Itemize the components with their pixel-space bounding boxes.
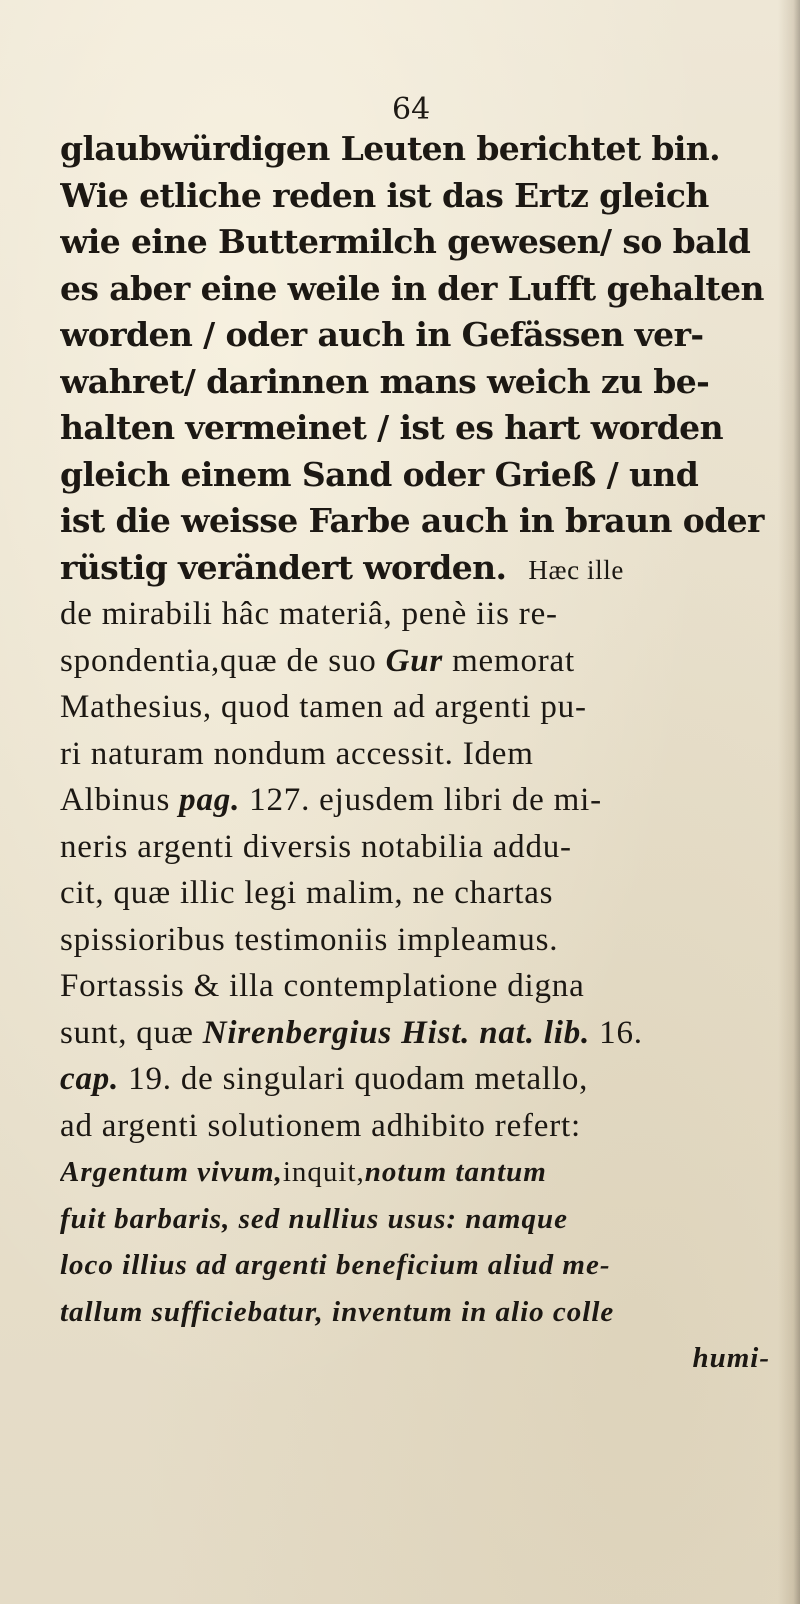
catchword: humi- bbox=[692, 1342, 770, 1374]
text-line: Mathesius, quod tamen ad argenti pu- bbox=[60, 689, 587, 725]
page-gutter-shadow bbox=[778, 0, 800, 1604]
text-line: fuit barbaris, sed nullius usus: namque bbox=[60, 1202, 568, 1235]
text-line: ad argenti solutionem adhibito refert: bbox=[60, 1107, 581, 1144]
text-line: Argentum vivum,inquit,notum tantum bbox=[60, 1156, 547, 1188]
page-number: 64 bbox=[392, 92, 431, 127]
text-line: spissioribus testimoniis impleamus. bbox=[60, 921, 559, 958]
text-line: de mirabili hâc materiâ, penè iis re- bbox=[60, 596, 558, 632]
text-line: Albinus pag. 127. ejusdem libri de mi- bbox=[60, 782, 602, 818]
text-line: cap. 19. de singulari quodam metallo, bbox=[60, 1061, 589, 1097]
text-line: cit, quæ illic legi malim, ne chartas bbox=[60, 875, 554, 911]
text-line: ist die weisse Farbe auch in braun oder bbox=[60, 501, 764, 540]
page-text bbox=[60, 126, 772, 1382]
text-line: sunt, quæ Nirenbergius Hist. nat. lib. 16. bbox=[60, 1014, 643, 1051]
text-line: Wie etliche reden ist das Ertz gleich bbox=[60, 175, 709, 215]
text-line: spondentia,quæ de suo Gur memorat bbox=[60, 642, 575, 679]
text-line: tallum sufficiebatur, inventum in alio colle bbox=[60, 1295, 615, 1328]
text-line: loco illius ad argenti beneficium aliud me- bbox=[60, 1249, 611, 1281]
text-line: gleich einem Sand oder Grieß / und bbox=[60, 454, 699, 494]
text-line: glaubwürdigen Leuten berichtet bin. bbox=[60, 129, 721, 168]
text-line: es aber eine weile in der Lufft gehalten bbox=[60, 268, 764, 308]
text-line: neris argenti diversis notabilia addu- bbox=[60, 828, 572, 865]
text-line: rüstig verändert worden. Hæc ille bbox=[60, 547, 624, 587]
text-line: worden / oder auch in Gefässen ver- bbox=[60, 315, 704, 354]
text-line: ri naturam nondum accessit. Idem bbox=[60, 735, 534, 772]
text-line: wahret/ darinnen mans weich zu be- bbox=[60, 361, 710, 401]
text-line: wie eine Buttermilch gewesen/ so bald bbox=[60, 222, 751, 261]
text-line: halten vermeinet / ist es hart worden bbox=[60, 408, 723, 447]
text-line: Fortassis & illa contemplatione digna bbox=[60, 968, 585, 1004]
